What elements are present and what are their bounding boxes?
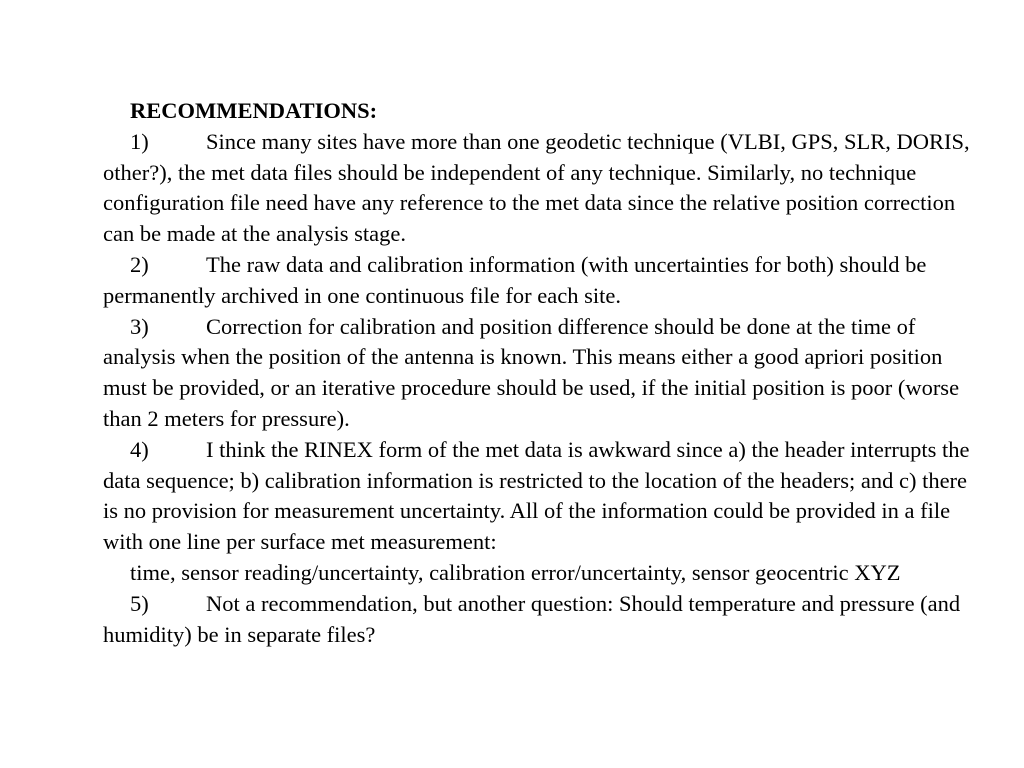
recommendation-2-number: 2): [130, 251, 149, 277]
recommendation-5-text: Not a recommendation, but another question: Should temperature and pressure (and humidity) be in separate files?: [103, 590, 961, 647]
recommendation-3: [103, 312, 973, 435]
format-line: time, sensor reading/uncertainty, calibration error/uncertainty, sensor geocentric XYZ: [130, 559, 901, 585]
recommendation-4-number: 4): [130, 436, 149, 462]
recommendation-4: [103, 435, 973, 558]
recommendation-1-number: 1): [130, 128, 149, 154]
recommendation-3-text: Correction for calibration and position difference should be done at the time of analysis when the position of the antenna is known. This means either a good apriori position must be provided, or an iterative procedure should be used, if the initial position is poor (worse than 2 meters for pressure).: [103, 313, 960, 431]
recommendation-1: [103, 127, 973, 250]
recommendation-5: [103, 589, 973, 651]
recommendation-4-text: I think the RINEX form of the met data is awkward since a) the header interrupts the data sequence; b) calibration information is restricted to the location of the headers; and c) there is no provision for measurement uncertainty. All of the information could be provided in a file with one line per surface met measurement:: [103, 436, 970, 555]
recommendation-5-number: 5): [130, 590, 149, 616]
recommendations-text: [103, 96, 973, 650]
recommendation-1-text: Since many sites have more than one geodetic technique (VLBI, GPS, SLR, DORIS, other?), the met data files should be independent of any technique. Similarly, no technique configuration file need have any reference to the met data since the relative position correction can be made at the analysis stage.: [103, 128, 970, 247]
recommendation-3-number: 3): [130, 313, 149, 339]
recommendation-2: [103, 250, 973, 312]
heading: RECOMMENDATIONS:: [130, 98, 378, 123]
recommendation-2-text: The raw data and calibration information (with uncertainties for both) should be permanently archived in one continuous file for each site.: [103, 251, 927, 308]
